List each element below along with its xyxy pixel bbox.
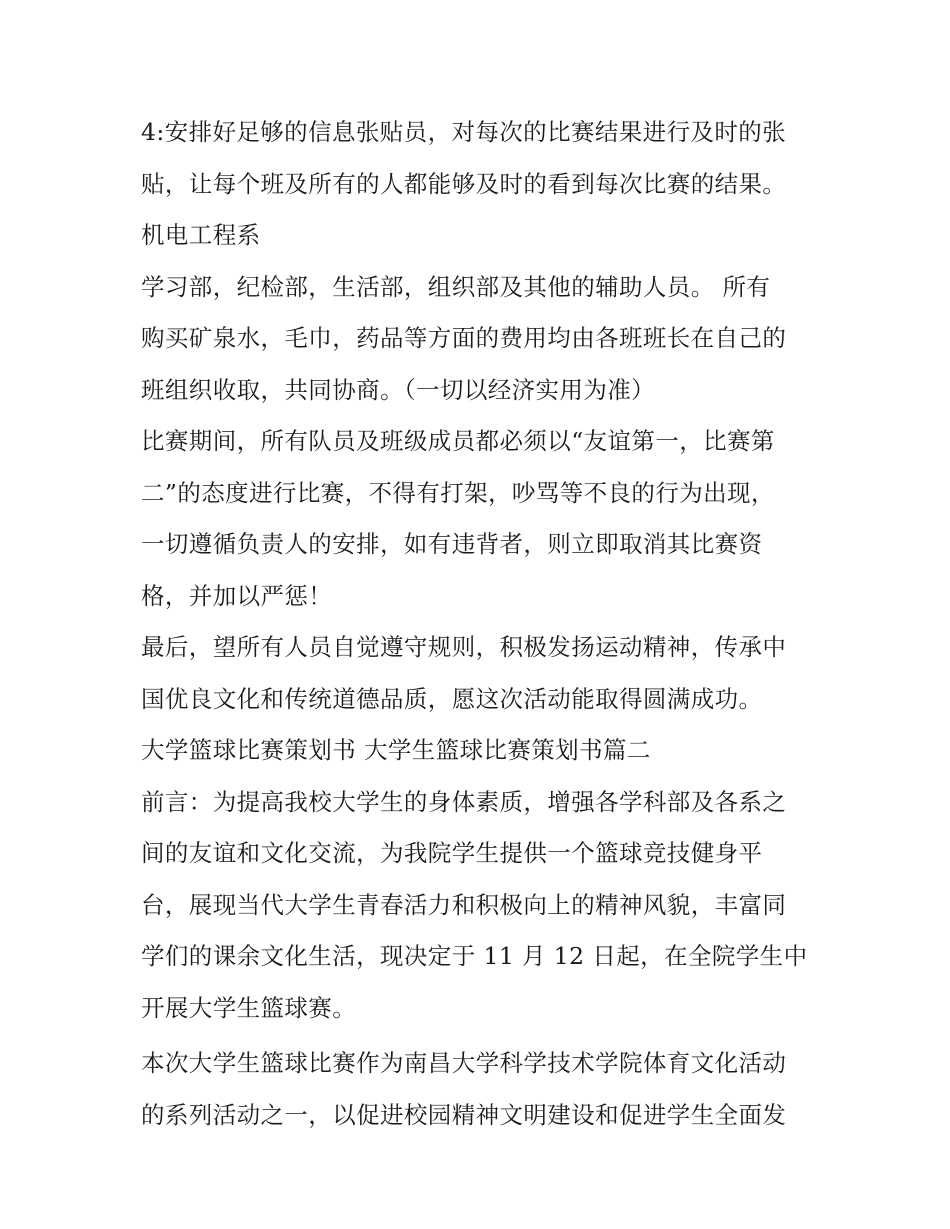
text-line: 格，并加以严惩！ <box>141 581 333 610</box>
text-line: 比赛期间，所有队员及班级成员都必须以“友谊第一，比赛第 <box>141 427 775 455</box>
text-line: 班组织收取，共同协商。（一切以经济实用为准） <box>141 375 656 404</box>
text-line: 最后，望所有人员自觉遵守规则，积极发扬运动精神，传承中 <box>141 633 787 661</box>
text-line: 贴，让每个班及所有的人都能够及时的看到每次比赛的结果。 <box>141 169 787 198</box>
text-line: 学们的课余文化生活，现决定于 11 月 12 日起，在全院学生中 <box>141 942 808 970</box>
text-line: 4:安排好足够的信息张贴员，对每次的比赛结果进行及时的张 <box>141 118 787 146</box>
text-line: 开展大学生篮球赛。 <box>141 993 357 1022</box>
text-line: 本次大学生篮球比赛作为南昌大学科学技术学院体育文化活动 <box>141 1049 787 1077</box>
text-line: 二”的态度进行比赛，不得有打架，吵骂等不良的行为出现， <box>141 478 775 507</box>
document-body <box>141 107 821 1141</box>
section-heading: 机电工程系 <box>141 221 261 249</box>
text-line: 购买矿泉水，毛巾，药品等方面的费用均由各班班长在自己的 <box>141 324 787 352</box>
text-line: 的系列活动之一，以促进校园精神文明建设和促进学生全面发 <box>141 1100 787 1129</box>
text-line: 学习部，纪检部，生活部，组织部及其他的辅助人员。 所有 <box>141 272 771 301</box>
text-line: 国优良文化和传统道德品质，愿这次活动能取得圆满成功。 <box>141 684 763 713</box>
text-line: 一切遵循负责人的安排，如有违背者，则立即取消其比赛资 <box>141 530 763 558</box>
text-line: 前言：为提高我校大学生的身体素质，增强各学科部及各系之 <box>141 787 787 816</box>
section-heading: 大学篮球比赛策划书 大学生篮球比赛策划书篇二 <box>141 736 651 764</box>
text-line: 间的友谊和文化交流，为我院学生提供一个篮球竞技健身平 <box>141 839 763 867</box>
text-line: 台，展现当代大学生青春活力和积极向上的精神风貌，丰富同 <box>141 890 787 919</box>
